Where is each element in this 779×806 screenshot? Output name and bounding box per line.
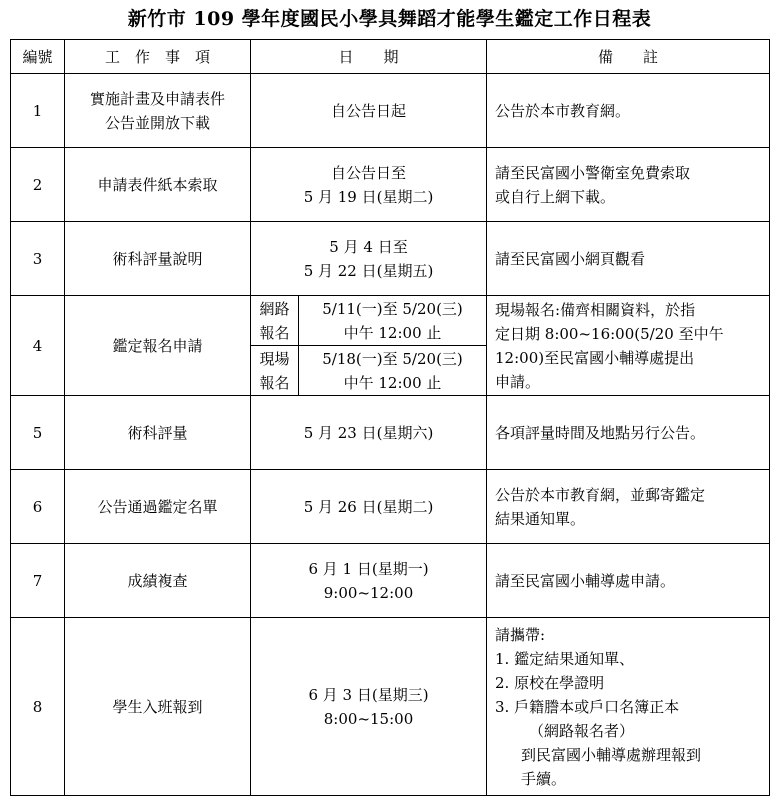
note-list [487,623,769,791]
registration-type-onsite [251,346,299,396]
table-row [11,148,770,222]
header-no: 編號 [11,40,65,74]
task-cell [65,296,251,396]
task-cell [65,618,251,796]
registration-type-online [251,296,299,346]
date-cell [251,618,487,796]
header-note: 備 註 [487,40,770,74]
date-cell [251,74,487,148]
table-row [11,396,770,470]
date-cell [251,544,487,618]
date-line: 5 月 26 日(星期二) [303,497,434,516]
row-number: 8 [11,618,65,796]
note-cell [487,74,770,148]
date-line: 5 月 19 日(星期二) [303,187,434,206]
table-row [11,544,770,618]
note-cell [487,396,770,470]
note-line: 現場報名:備齊相關資料，於指 [495,300,696,319]
task-line: 成績複查 [127,571,188,590]
note-cell [487,148,770,222]
task-line: 術科評量說明 [112,249,203,268]
table-row [11,618,770,796]
date-line: 自公告日至 [331,163,407,182]
note-cell [487,618,770,796]
date-line: 自公告日起 [331,101,407,120]
task-cell [65,396,251,470]
note-line: 手續。 [521,769,567,788]
note-line: 請至民富國小警衛室免費索取 [495,163,691,182]
note-line: 各項評量時間及地點另行公告。 [495,423,706,442]
task-line: 術科評量 [127,423,188,442]
registration-period-online [299,296,487,346]
registration-period-onsite [299,346,487,396]
table-row [11,470,770,544]
date-line: 9:00~12:00 [323,583,414,602]
note-line: 申請。 [495,372,541,391]
header-row [11,40,770,74]
date-line: 8:00~15:00 [323,709,414,728]
note-line: 或自行上網下載。 [495,187,616,206]
row-number: 7 [11,544,65,618]
task-cell [65,470,251,544]
date-line: 6 月 3 日(星期三) [308,685,429,704]
list-item: 2. 原校在學證明 [495,673,605,692]
row-number: 1 [11,74,65,148]
task-line: 鑑定報名申請 [112,336,203,355]
table-row [11,74,770,148]
task-line: 公告通過鑑定名單 [97,497,218,516]
task-cell [65,222,251,296]
task-cell [65,74,251,148]
task-line: 公告並開放下載 [104,113,210,132]
task-line: 學生入班報到 [112,697,203,716]
note-cell [487,470,770,544]
reg-type-line: 網路 [259,299,290,318]
date-line: 5 月 23 日(星期六) [303,423,434,442]
reg-type-line: 現場 [259,349,290,368]
date-line: 5 月 22 日(星期五) [303,261,434,280]
note-line: 公告於本市教育網。 [495,101,631,120]
task-line: 實施計畫及申請表件 [89,89,225,108]
note-line: 到民富國小輔導處辦理報到 [521,745,702,764]
note-line: 結果通知單。 [495,509,586,528]
reg-type-line: 報名 [259,323,290,342]
row-number: 6 [11,470,65,544]
note-cell [487,296,770,396]
date-cell [251,222,487,296]
note-cell [487,222,770,296]
list-item: 3. 戶籍謄本或戶口名簿正本 [495,697,680,716]
date-cell [251,470,487,544]
schedule-table [10,39,770,796]
row-number: 5 [11,396,65,470]
date-line: 5 月 4 日至 [329,237,408,256]
header-task: 工 作 事 項 [65,40,251,74]
date-line: 5/18(一)至 5/20(三) [322,349,463,368]
task-cell [65,544,251,618]
row-number: 3 [11,222,65,296]
date-line: 中午 12:00 止 [343,373,442,392]
task-cell [65,148,251,222]
date-line: 5/11(一)至 5/20(三) [322,299,463,318]
note-line: （網路報名者） [529,721,635,740]
date-cell [251,148,487,222]
list-item: 1. 鑑定結果通知單、 [495,649,635,668]
date-line: 中午 12:00 止 [343,323,442,342]
task-line: 申請表件紙本索取 [97,175,218,194]
page-title: 新竹市 109 學年度國民小學具舞蹈才能學生鑑定工作日程表 [127,8,652,30]
reg-type-line: 報名 [259,373,290,392]
row-number: 2 [11,148,65,222]
note-line: 定日期 8:00~16:00(5/20 至中午 [495,324,724,343]
note-cell [487,544,770,618]
row-number: 4 [11,296,65,396]
note-line: 請攜帶: [495,625,546,644]
note-line: 請至民富國小輔導處申請。 [495,571,676,590]
date-cell [251,396,487,470]
note-line: 12:00)至民富國小輔導處提出 [495,348,695,367]
note-line: 公告於本市教育網，並郵寄鑑定 [495,485,706,504]
date-line: 6 月 1 日(星期一) [308,559,429,578]
note-line: 請至民富國小網頁觀看 [495,249,646,268]
table-row [11,222,770,296]
table-row [11,296,770,346]
header-date: 日 期 [251,40,487,74]
